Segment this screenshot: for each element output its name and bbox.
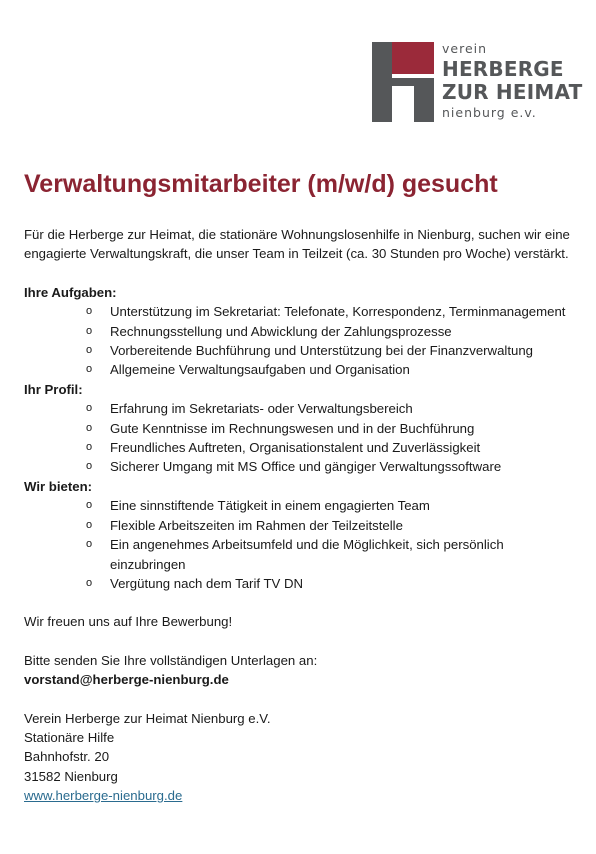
address-city: 31582 Nienburg [24, 768, 118, 784]
list-item: o Sicherer Umgang mit MS Office und gängiger Verwaltungssoftware [24, 457, 574, 476]
bullet-icon: o [86, 402, 93, 415]
bullet-list [24, 399, 574, 477]
bullet-list [24, 302, 574, 380]
send-label: Bitte senden Sie Ihre vollständigen Unterlagen an: [24, 652, 318, 668]
bullet-icon: o [86, 441, 93, 454]
bullet-icon: o [86, 518, 93, 531]
logo-verein: verein [442, 41, 488, 56]
list-item: o Gute Kenntnisse im Rechnungswesen und in der Buchführung [24, 419, 574, 438]
logo-nienburg: nienburg e.v. [442, 105, 537, 120]
section-title: Ihre Aufgaben: [24, 284, 117, 300]
bullet-icon: o [86, 363, 93, 376]
list-item: o Eine sinnstiftende Tätigkeit in einem engagierten Team [24, 496, 574, 515]
section-aufgaben [24, 283, 574, 380]
section-title: Ihr Profil: [24, 381, 83, 397]
list-item: o Flexible Arbeitszeiten im Rahmen der Teilzeitstelle [24, 516, 574, 535]
list-item: o Ein angenehmes Arbeitsumfeld und die Möglichkeit, sich persönlich einzubringen [86, 537, 504, 572]
bullet-icon: o [86, 460, 93, 473]
bullet-icon: o [86, 576, 93, 589]
closing-text: Wir freuen uns auf Ihre Bewerbung! [24, 614, 233, 630]
bullet-icon: o [86, 305, 93, 318]
list-item: o Freundliches Auftreten, Organisationstalent und Zuverlässigkeit [24, 438, 574, 457]
page-title: Verwaltungsmitarbeiter (m/w/d) gesucht [24, 170, 498, 198]
bullet-icon: o [86, 421, 93, 434]
bullet-list [24, 496, 574, 593]
section-bieten [24, 477, 574, 593]
list-item: o Erfahrung im Sekretariats- oder Verwaltungsbereich [24, 399, 574, 418]
bullet-icon: o [86, 499, 93, 512]
address-org: Verein Herberge zur Heimat Nienburg e.V. [24, 710, 271, 726]
list-item: o Vorbereitende Buchführung und Unterstützung bei der Finanzverwaltung [24, 341, 574, 360]
address-dept: Stationäre Hilfe [24, 729, 115, 745]
website-link[interactable]: www.herberge-nienburg.de [24, 788, 183, 804]
logo-herberge: HERBERGE [442, 57, 564, 81]
list-item: o Unterstützung im Sekretariat: Telefonate, Korrespondenz, Terminmanagement [24, 302, 574, 321]
logo-zur-heimat: ZUR HEIMAT [442, 80, 583, 104]
bullet-icon: o [86, 344, 93, 357]
section-profil [24, 380, 574, 477]
list-item: o Allgemeine Verwaltungsaufgaben und Organisation [24, 360, 574, 379]
intro-paragraph: Für die Herberge zur Heimat, die stationäre Wohnungslosenhilfe in Nienburg, suchen wir eine engagierte Verwaltungskraft, die unser Team in Teilzeit (ca. 30 Stunden pro Woche) verstärkt. [24, 227, 570, 262]
contact-email[interactable]: vorstand@herberge-nienburg.de [24, 672, 229, 688]
bullet-icon: o [86, 324, 93, 337]
logo-mark-icon [372, 42, 434, 122]
list-item: o Vergütung nach dem Tarif TV DN [24, 574, 574, 593]
list-item: o Rechnungsstellung und Abwicklung der Zahlungsprozesse [24, 322, 574, 341]
section-title: Wir bieten: [24, 478, 93, 494]
document-body [24, 225, 574, 806]
bullet-icon: o [86, 538, 93, 551]
address-street: Bahnhofstr. 20 [24, 749, 110, 765]
logo [372, 41, 583, 122]
